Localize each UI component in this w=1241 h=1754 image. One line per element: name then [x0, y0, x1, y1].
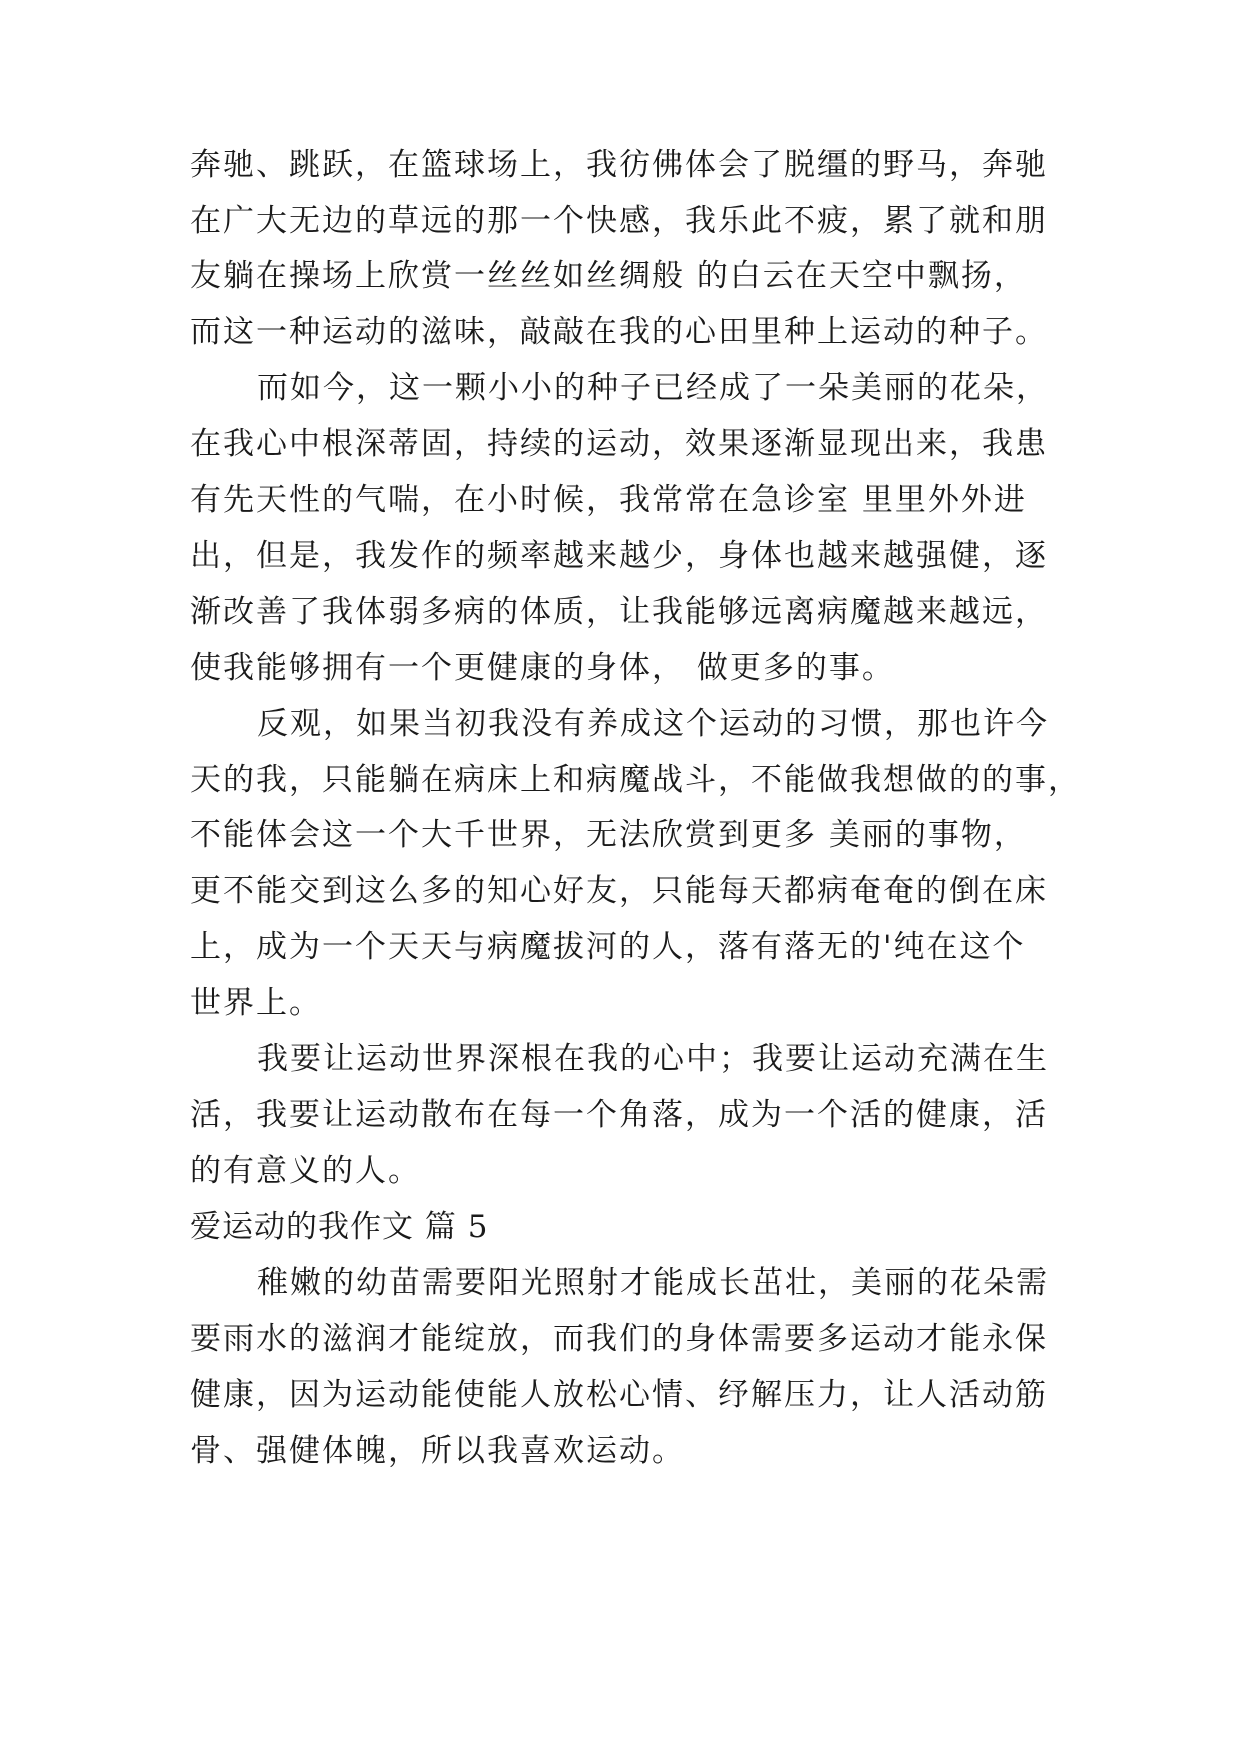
text-line: 而这一种运动的滋味，敲敲在我的心田里种上运动的种子。 [190, 314, 1048, 350]
paragraph-start-line: 而如今，这一颗小小的种子已经成了一朵美丽的花朵， [257, 370, 1049, 406]
text-line: 在我心中根深蒂固，持续的运动，效果逐渐显现出来，我患 [190, 426, 1048, 462]
text-line: 健康，因为运动能使能人放松心情、纾解压力，让人活动筋 [190, 1377, 1048, 1413]
text-line: 更不能交到这么多的知心好友，只能每天都病奄奄的倒在床 [190, 873, 1048, 909]
text-line: 渐改善了我体弱多病的体质，让我能够远离病魔越来越远， [190, 594, 1048, 630]
paragraph-start-line: 我要让运动世界深根在我的心中；我要让运动充满在生 [257, 1041, 1049, 1077]
paragraph-start-line: 反观，如果当初我没有养成这个运动的习惯，那也许今 [257, 706, 1049, 742]
text-line: 友躺在操场上欣赏一丝丝如丝绸般 的白云在天空中飘扬， [190, 258, 1027, 294]
text-line: 骨、强健体魄，所以我喜欢运动。 [190, 1433, 685, 1469]
text-line: 使我能够拥有一个更健康的身体， 做更多的事。 [190, 650, 895, 686]
text-line: 奔驰、跳跃，在篮球场上，我彷佛体会了脱缰的野马，奔驰 [190, 147, 1048, 183]
paragraph-start-line: 稚嫩的幼苗需要阳光照射才能成长茁壮，美丽的花朵需 [257, 1265, 1049, 1301]
text-line: 天的我，只能躺在病床上和病魔战斗，不能做我想做的的事， [190, 762, 1081, 798]
text-line: 上，成为一个天天与病魔拔河的人，落有落无的'纯在这个 [190, 929, 1026, 965]
text-line: 不能体会这一个大千世界，无法欣赏到更多 美丽的事物， [190, 817, 1027, 853]
text-line: 出，但是，我发作的频率越来越少，身体也越来越强健，逐 [190, 538, 1048, 574]
text-line: 的有意义的人。 [190, 1153, 421, 1189]
text-line: 世界上。 [190, 985, 322, 1021]
text-line: 在广大无边的草远的那一个快感，我乐此不疲，累了就和朋 [190, 203, 1048, 239]
text-line: 活，我要让运动散布在每一个角落，成为一个活的健康，活 [190, 1097, 1048, 1133]
section-heading: 爱运动的我作文 篇 5 [190, 1209, 489, 1245]
text-line: 要雨水的滋润才能绽放，而我们的身体需要多运动才能永保 [190, 1321, 1048, 1357]
text-line: 有先天性的气喘，在小时候，我常常在急诊室 里里外外进 [190, 482, 1027, 518]
